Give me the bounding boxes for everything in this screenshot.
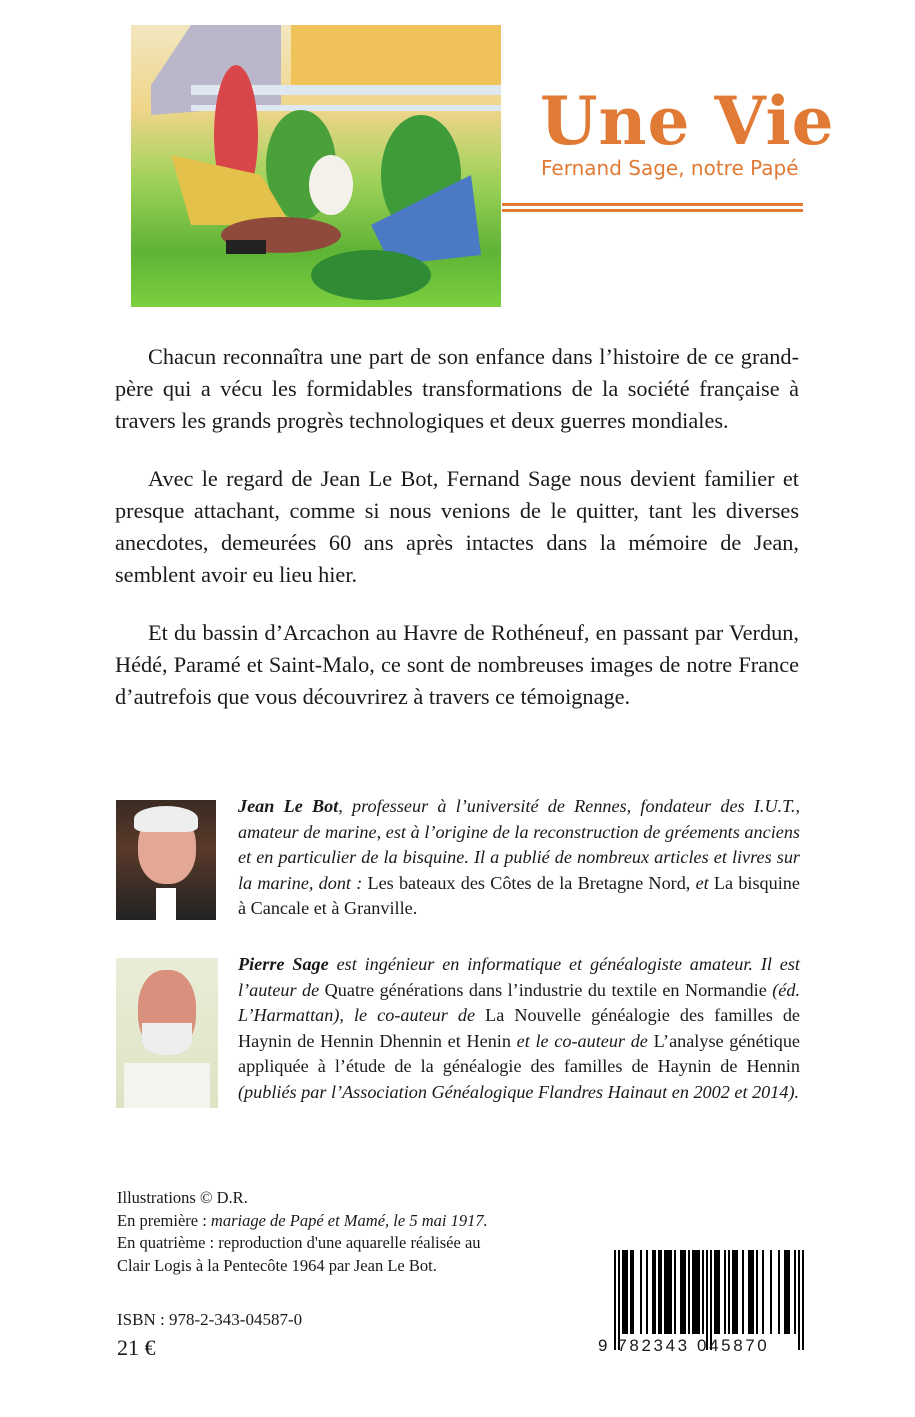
barcode-digits: 9 782343 045870 bbox=[598, 1336, 770, 1355]
back-cover-blurb bbox=[115, 341, 799, 739]
illustration-credits bbox=[117, 1187, 488, 1277]
author-name: Pierre Sage bbox=[238, 954, 329, 974]
credit-line: Illustrations © D.R. bbox=[117, 1188, 248, 1207]
credit-line: Clair Logis à la Pentecôte 1964 par Jean Le Bot. bbox=[117, 1255, 437, 1275]
book-title: Une Vie bbox=[540, 82, 835, 160]
credit-line: En quatrième : reproduction d'une aquarelle réalisée au bbox=[117, 1233, 481, 1252]
barcode-bar bbox=[802, 1250, 804, 1350]
title-divider-bottom bbox=[502, 209, 803, 212]
author-bio-jean-le-bot: Jean Le Bot, professeur à l’université de Rennes, fondateur des I.U.T., amateur de marine, est à l’origine de la reconstruction de gréements anciens et en particulier de la bisquine. Il a publié de nombreux articles et livres sur la marine, dont : Les bateaux des Côtes de la Bretagne Nord, et La bisquine à Cancale et à Granville. bbox=[238, 796, 800, 919]
author-bio-pierre-sage: Pierre Sage est ingénieur en informatique et généalogiste amateur. Il est l’auteur de Quatre générations dans l’industrie du textile en Normandie (éd. L’Harmattan), le co-auteur de La Nouvelle généalogie des familles de Haynin de Hennin Dhennin et Henin et le co-auteur de L’analyse génétique appliquée à l’étude de la généalogie des familles de Haynin de Hennin (publiés par l’Association Généalogique Flandres Hainaut en 2002 et 2014). bbox=[238, 954, 801, 1102]
author-photo-pierre-sage bbox=[116, 958, 218, 1108]
price: 21 € bbox=[117, 1335, 156, 1360]
barcode-bars bbox=[614, 1250, 804, 1350]
blurb-paragraph: Et du bassin d’Arcachon au Havre de Rothéneuf, en passant par Verdun, Hédé, Paramé et Saint-Malo, ce sont de nombreuses images de notre France d’autrefois que vous découvrirez à travers ce témoignage. bbox=[115, 620, 799, 709]
title-divider-top bbox=[502, 203, 803, 206]
author-photo-jean-le-bot bbox=[116, 800, 216, 920]
book-subtitle: Fernand Sage, notre Papé bbox=[541, 156, 799, 180]
credit-line: En première : mariage de Papé et Mamé, le 5 mai 1917. bbox=[117, 1210, 488, 1230]
author-name: Jean Le Bot bbox=[238, 796, 339, 816]
ean-barcode bbox=[598, 1250, 810, 1356]
blurb-paragraph: Chacun reconnaîtra une part de son enfance dans l’histoire de ce grand-père qui a vécu les formidables transformations de la société française à travers les grands progrès technologiques et deux guerres mondiales. bbox=[115, 344, 799, 433]
cover-painting-watercolor bbox=[131, 25, 501, 307]
blurb-paragraph: Avec le regard de Jean Le Bot, Fernand Sage nous devient familier et presque attachant, comme si nous venions de le quitter, tant les diverses anecdotes, demeurées 60 ans après intactes dans la mémoire de Jean, semblent avoir eu lieu hier. bbox=[115, 466, 799, 587]
isbn: ISBN : 978-2-343-04587-0 bbox=[117, 1310, 303, 1329]
